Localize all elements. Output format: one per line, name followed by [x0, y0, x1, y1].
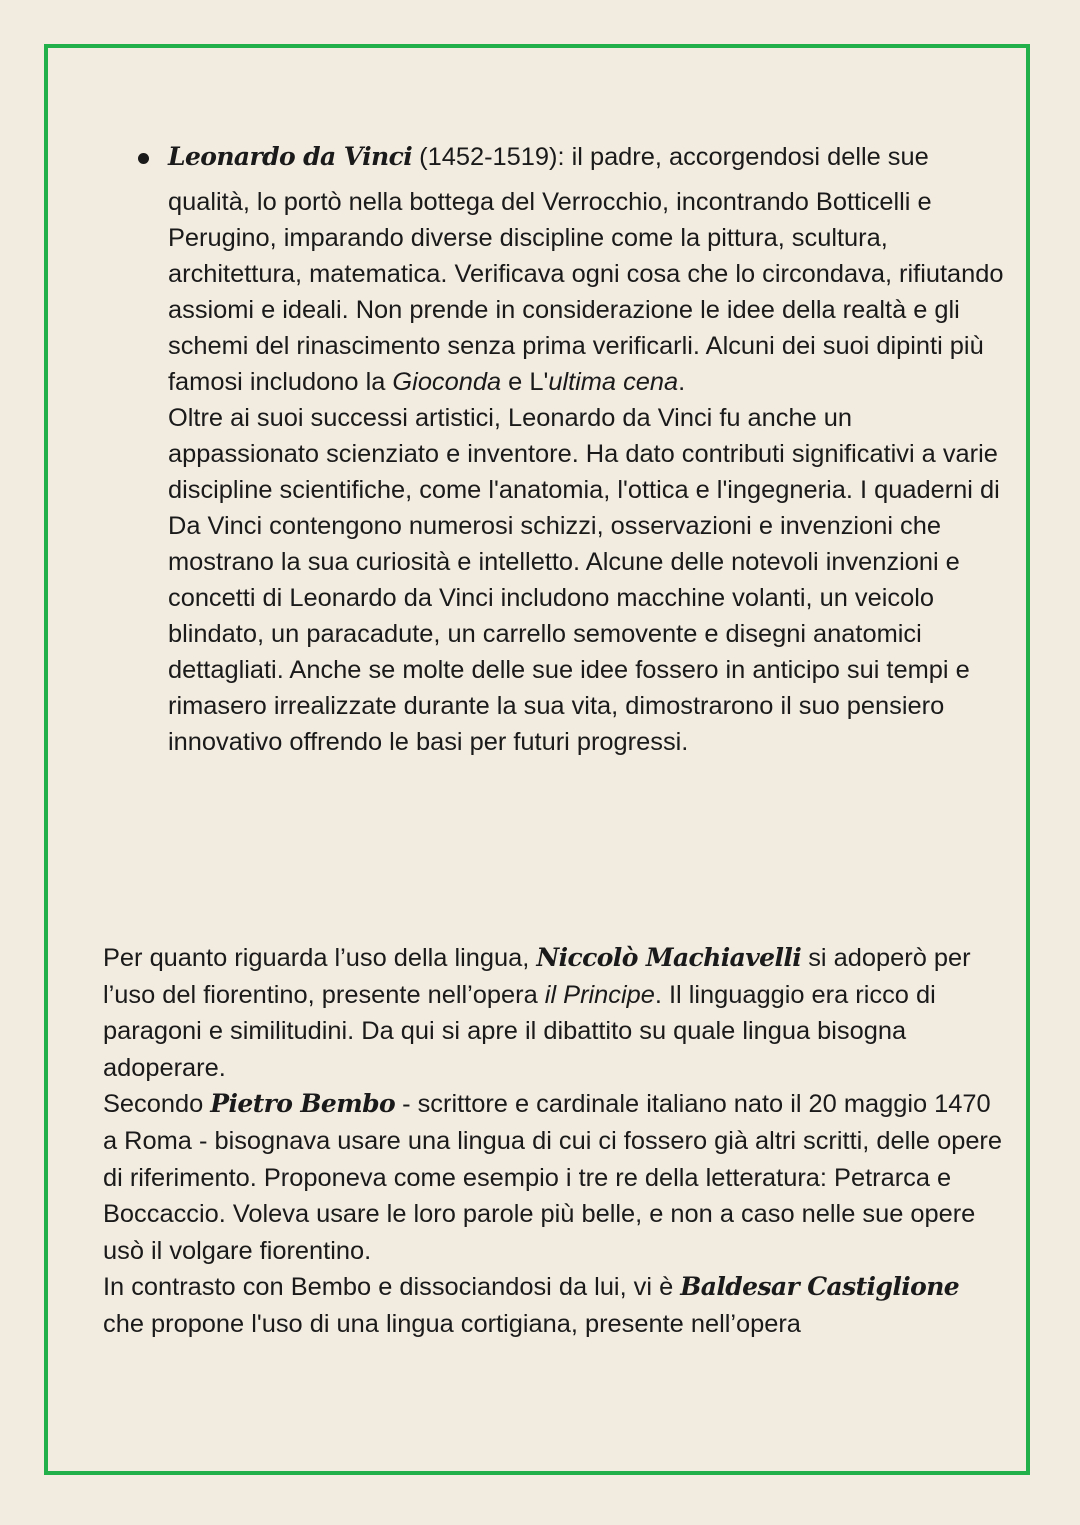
castiglione-text-a: In contrasto con Bembo e dissociandosi da lui, vi è: [103, 1273, 681, 1302]
gioconda-title: Gioconda: [392, 368, 502, 396]
leonardo-bullet-item: [168, 139, 1008, 760]
machiavelli-name: Niccolò Machiavelli: [536, 943, 802, 972]
leonardo-paragraph-2: Oltre ai suoi successi artistici, Leonardo da Vinci fu anche un appassionato scienziato e inventore. Ha dato contributi significativi a varie discipline scientifiche, come l'anatomia, l'ottica e l'ingegneria. I quaderni di Da Vinci contengono numerosi schizzi, osservazioni e invenzioni che mostrano la sua curiosità e intelletto. Alcune delle notevoli invenzioni e concetti di Leonardo da Vinci includono macchine volanti, un veicolo blindato, un paracadute, un carrello semovente e disegni anatomici dettagliati. Anche se molte delle sue idee fossero in anticipo sui tempi e rimasero irrealizzate durante la sua vita, dimostrarono il suo pensiero innovativo offrendo le basi per futuri progressi.: [168, 404, 1000, 756]
leonardo-text-c: .: [678, 368, 686, 396]
principe-title: il Principe: [544, 980, 655, 1009]
bembo-text-a: Secondo: [103, 1090, 211, 1119]
bembo-name: Pietro Bembo: [210, 1089, 396, 1119]
castiglione-paragraph: [103, 1269, 1003, 1342]
machiavelli-text-a: Per quanto riguarda l’uso della lingua,: [103, 944, 537, 972]
leonardo-intro: (1452-1519): il padre, accorgendosi delle sue: [412, 143, 929, 171]
ultima-cena-title: ultima cena: [548, 368, 679, 396]
leonardo-text-b: e L': [501, 368, 549, 396]
bullet-point-icon: [138, 153, 149, 164]
machiavelli-text-c: . Il linguaggio era ricco di paragoni e similitudini. Da qui si apre il dibattito su quale lingua bisogna adoperare.: [103, 980, 936, 1082]
leonardo-paragraph-1: [168, 139, 1008, 400]
leonardo-name: Leonardo da Vinci: [168, 142, 413, 171]
lingua-section: [103, 940, 1003, 1343]
bembo-paragraph: [103, 1086, 1003, 1269]
castiglione-name: Baldesar Castiglione: [680, 1272, 960, 1302]
leonardo-first-line: [168, 139, 1008, 175]
leonardo-text-a: qualità, lo portò nella bottega del Verrocchio, incontrando Botticelli e Perugino, imparando diverse discipline come la pittura, scultura, architettura, matematica. Verificava ogni cosa che lo circondava, rifiutando assiomi e ideali. Non prende in considerazione le idee della realtà e gli schemi del rinascimento senza prima verificarli. Alcuni dei suoi dipinti più famosi includono la: [168, 188, 1004, 396]
bembo-text-b: - scrittore e cardinale italiano nato il 20 maggio 1470 a Roma - bisognava usare una lingua di cui ci fossero già altri scritti, delle opere di riferimento. Proponeva come esempio i tre re della letteratura: Petrarca e Boccaccio. Voleva usare le loro parole più belle, e non a caso nelle sue opere usò il volgare fiorentino.: [103, 1090, 1003, 1265]
castiglione-text-b: che propone l'uso di una lingua cortigiana, presente nell’opera: [103, 1309, 801, 1338]
machiavelli-text-b: si adoperò per l’uso del fiorentino, presente nell’opera: [103, 944, 971, 1009]
machiavelli-paragraph: [103, 940, 1003, 1086]
